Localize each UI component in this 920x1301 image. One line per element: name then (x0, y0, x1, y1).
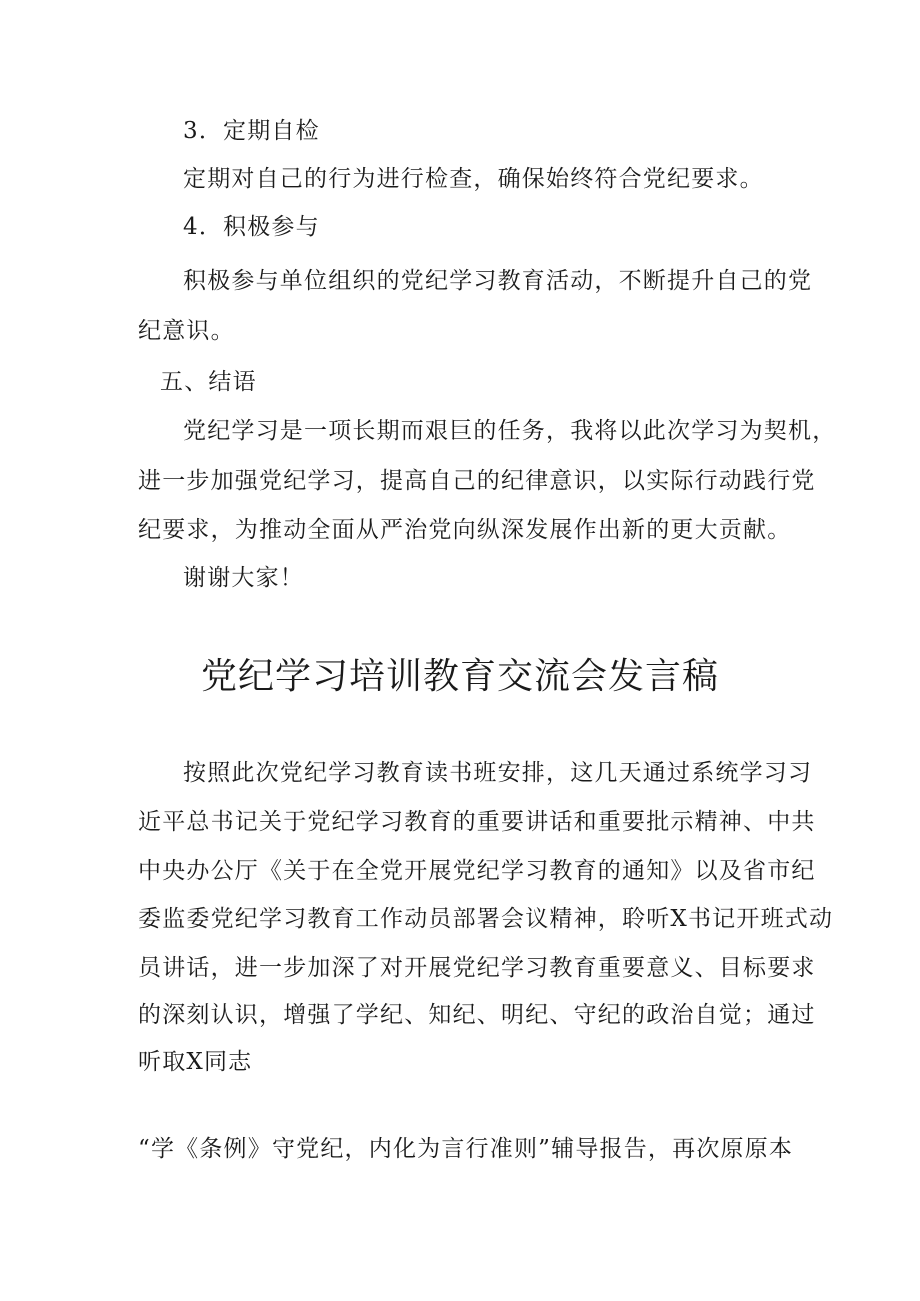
para2-line1: “学《条例》守党纪，内化为言行准则”辅导报告，再次原原本 (138, 1136, 794, 1162)
section5-heading: 五、结语 (160, 369, 257, 395)
item3-heading: 3．定期自检 (183, 118, 320, 144)
para1-line5: 员讲话，进一步加深了对开展党纪学习教育重要意义、目标要求 (138, 955, 816, 981)
conclusion-line1: 党纪学习是一项长期而艰巨的任务，我将以此次学习为契机， (183, 418, 837, 444)
conclusion-line2: 进一步加强党纪学习，提高自己的纪律意识，以实际行动践行党 (138, 468, 816, 494)
item4-heading: 4．积极参与 (183, 214, 320, 240)
para1-line4: 委监委党纪学习教育工作动员部署会议精神，聆听X书记开班式动 (138, 906, 834, 932)
article-title: 党纪学习培训教育交流会发言稿 (200, 656, 719, 697)
thanks-line: 谢谢大家！ (183, 565, 304, 591)
para1-line7: 听取X同志 (138, 1049, 253, 1075)
item4-body-line1: 积极参与单位组织的党纪学习教育活动，不断提升自己的党 (183, 268, 813, 294)
para1-line2: 近平总书记关于党纪学习教育的重要讲话和重要批示精神、中共 (138, 809, 816, 835)
para1-line1: 按照此次党纪学习教育读书班安排，这几天通过系统学习习 (183, 760, 813, 786)
para1-line3: 中央办公厅《关于在全党开展党纪学习教育的通知》以及省市纪 (138, 858, 816, 884)
para1-line6: 的深刻认识，增强了学纪、知纪、明纪、守纪的政治自觉；通过 (138, 1002, 816, 1028)
item4-body-line2: 纪意识。 (138, 318, 235, 344)
item3-body: 定期对自己的行为进行检查，确保始终符合党纪要求。 (183, 166, 764, 192)
conclusion-line3: 纪要求，为推动全面从严治党向纵深发展作出新的更大贡献。 (138, 517, 792, 543)
